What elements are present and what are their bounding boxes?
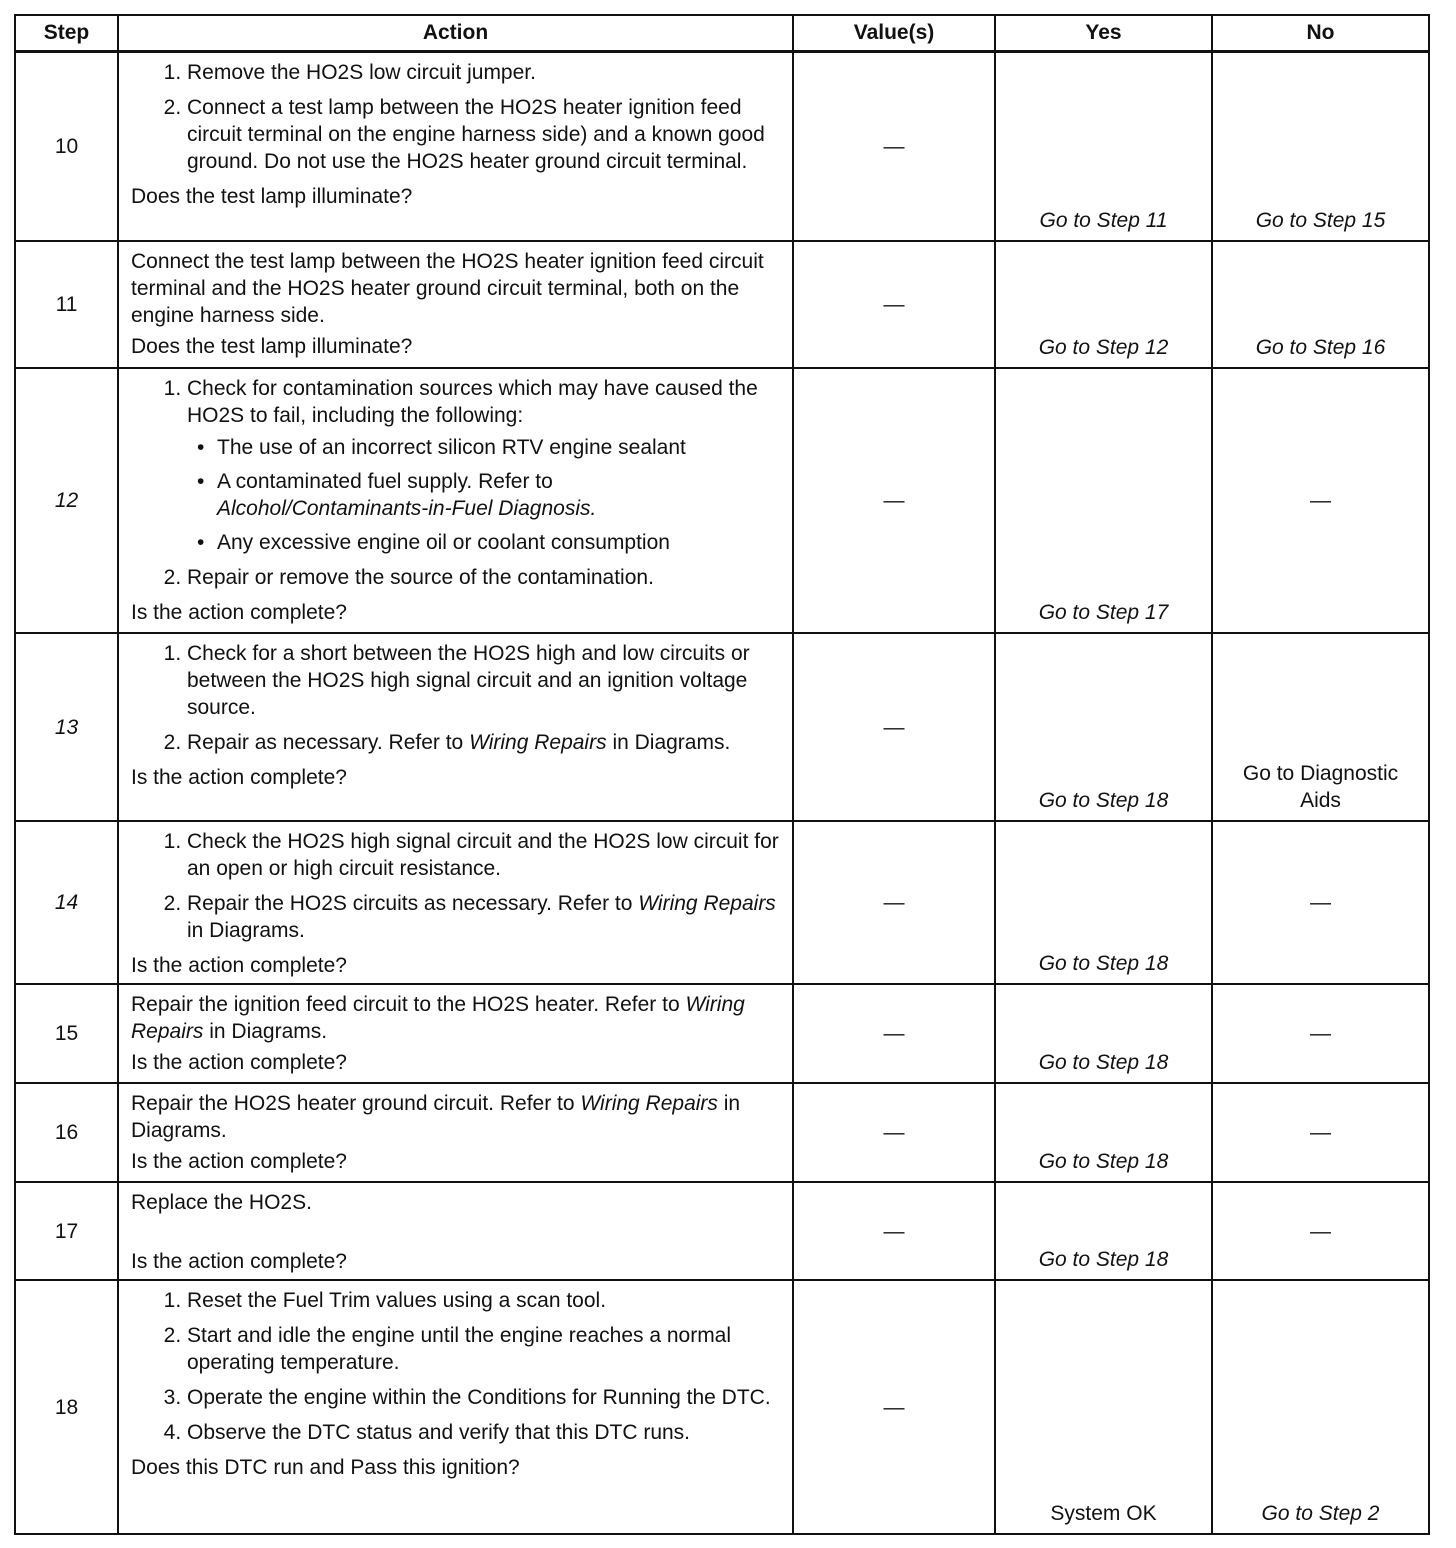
no-link[interactable]: Go to Step 16 — [1255, 336, 1386, 359]
reference-link[interactable]: Alcohol/Contaminants-in-Fuel Diagnosis. — [217, 497, 597, 520]
reference-link[interactable]: Wiring Repairs — [131, 993, 745, 1043]
value-cell: — — [793, 52, 995, 242]
action-text-part: Repair the ignition feed circuit to the HO2S heater. Refer to — [131, 993, 680, 1016]
yes-cell — [995, 1083, 1212, 1182]
action-text — [131, 991, 784, 1045]
yes-cell — [995, 1280, 1212, 1534]
step-number: 15 — [15, 984, 118, 1083]
step-number: 14 — [15, 821, 118, 984]
yes-link[interactable]: Go to Step 18 — [1038, 1150, 1169, 1173]
table-row — [15, 1280, 1429, 1534]
reference-link[interactable]: Wiring Repairs — [469, 731, 607, 754]
yes-link[interactable]: Go to Step 18 — [1038, 952, 1169, 975]
header-action: Action — [118, 15, 793, 52]
no-cell — [1212, 1280, 1429, 1534]
action-item: 1. Remove the HO2S low circuit jumper. — [187, 59, 784, 86]
table-row — [15, 368, 1429, 633]
no-link[interactable]: Go to Step 15 — [1255, 209, 1386, 232]
action-cell — [118, 1083, 793, 1182]
action-cell — [118, 1182, 793, 1280]
action-item — [187, 729, 784, 756]
action-item-text: Repair the HO2S circuits as necessary. Refer to — [187, 892, 633, 915]
action-question: Is the action complete? — [131, 1150, 347, 1173]
yes-cell — [995, 984, 1212, 1083]
value-cell: — — [793, 821, 995, 984]
value-cell: — — [793, 984, 995, 1083]
no-cell — [1212, 241, 1429, 368]
action-question: Is the action complete? — [131, 954, 347, 977]
diagnostic-table — [14, 14, 1430, 1535]
bullet-item: • The use of an incorrect silicon RTV engine sealant — [217, 434, 784, 461]
step-number: 12 — [15, 368, 118, 633]
action-cell — [118, 52, 793, 242]
reference-link[interactable]: Wiring Repairs — [580, 1092, 718, 1115]
action-cell — [118, 633, 793, 821]
step-number: 13 — [15, 633, 118, 821]
action-cell — [118, 368, 793, 633]
header-values: Value(s) — [793, 15, 995, 52]
action-item — [187, 890, 784, 944]
action-item: 1. Check for a short between the HO2S high and low circuits or between the HO2S high signal circuit and an ignition voltage source. — [187, 640, 784, 721]
step-number: 11 — [15, 241, 118, 368]
bullet-text: A contaminated fuel supply. Refer to — [217, 470, 553, 493]
bullet-item — [217, 468, 784, 522]
value-cell: — — [793, 1083, 995, 1182]
action-text-part: Repair the HO2S heater ground circuit. Refer to — [131, 1092, 575, 1115]
action-question: Is the action complete? — [131, 601, 347, 624]
value-cell: — — [793, 633, 995, 821]
value-cell: — — [793, 1280, 995, 1534]
action-item-text: Repair as necessary. Refer to — [187, 731, 464, 754]
action-question: Is the action complete? — [131, 1250, 347, 1273]
table-row — [15, 241, 1429, 368]
action-item-text: in Diagrams. — [612, 731, 731, 754]
action-item-text: in Diagrams. — [187, 919, 305, 942]
step-number: 16 — [15, 1083, 118, 1182]
header-no: No — [1212, 15, 1429, 52]
table-row — [15, 1083, 1429, 1182]
yes-link[interactable]: System OK — [1050, 1502, 1157, 1525]
step-number: 10 — [15, 52, 118, 242]
action-text: Connect the test lamp between the HO2S heater ignition feed circuit terminal and the HO2S heater ground circuit terminal, both on the engine harness side. — [131, 250, 764, 327]
action-text — [131, 1090, 784, 1144]
no-cell: — — [1212, 984, 1429, 1083]
action-item: 2. Connect a test lamp between the HO2S heater ignition feed circuit terminal on the engine harness side) and a known good ground. Do not use the HO2S heater ground circuit terminal. — [187, 94, 784, 175]
action-question: Does this DTC run and Pass this ignition? — [131, 1456, 520, 1479]
action-item: 1. Check the HO2S high signal circuit and the HO2S low circuit for an open or high circuit resistance. — [187, 828, 784, 882]
yes-cell — [995, 368, 1212, 633]
action-cell — [118, 1280, 793, 1534]
yes-link[interactable]: Go to Step 18 — [1038, 789, 1169, 812]
header-step: Step — [15, 15, 118, 52]
yes-cell — [995, 821, 1212, 984]
action-question: Is the action complete? — [131, 766, 347, 789]
action-cell — [118, 821, 793, 984]
yes-link[interactable]: Go to Step 18 — [1038, 1248, 1169, 1271]
no-cell: — — [1212, 1182, 1429, 1280]
action-text-part: in Diagrams. — [131, 1092, 741, 1142]
no-cell: — — [1212, 368, 1429, 633]
action-question: Does the test lamp illuminate? — [131, 185, 413, 208]
value-cell: — — [793, 1182, 995, 1280]
no-cell: — — [1212, 1083, 1429, 1182]
action-item: 2. Start and idle the engine until the engine reaches a normal operating temperature. — [187, 1322, 784, 1376]
action-cell — [118, 984, 793, 1083]
yes-cell — [995, 633, 1212, 821]
table-row — [15, 821, 1429, 984]
table-row — [15, 52, 1429, 242]
action-item: 2. Repair or remove the source of the contamination. — [187, 564, 784, 591]
action-item — [187, 375, 784, 556]
action-item: 1. Reset the Fuel Trim values using a scan tool. — [187, 1287, 784, 1314]
table-row — [15, 1182, 1429, 1280]
yes-cell — [995, 241, 1212, 368]
no-cell — [1212, 52, 1429, 242]
step-number: 18 — [15, 1280, 118, 1534]
reference-link[interactable]: Wiring Repairs — [638, 892, 776, 915]
action-item: 4. Observe the DTC status and verify that this DTC runs. — [187, 1419, 784, 1446]
action-item-text: Check for contamination sources which may have caused the HO2S to fail, including the following: — [187, 377, 758, 427]
yes-cell — [995, 52, 1212, 242]
bullet-item: • Any excessive engine oil or coolant consumption — [217, 529, 784, 556]
header-yes: Yes — [995, 15, 1212, 52]
yes-link[interactable]: Go to Step 12 — [1038, 336, 1169, 359]
step-number: 17 — [15, 1182, 118, 1280]
yes-link[interactable]: Go to Step 11 — [1039, 209, 1168, 232]
table-row — [15, 984, 1429, 1083]
value-cell: — — [793, 368, 995, 633]
action-question: Does the test lamp illuminate? — [131, 335, 413, 358]
yes-link[interactable]: Go to Step 18 — [1038, 1051, 1169, 1074]
yes-cell — [995, 1182, 1212, 1280]
yes-link[interactable]: Go to Step 17 — [1038, 601, 1169, 624]
action-text-part: in Diagrams. — [209, 1020, 328, 1043]
action-question: Is the action complete? — [131, 1051, 347, 1074]
no-link[interactable]: Go to Step 2 — [1261, 1502, 1380, 1525]
header-row — [15, 15, 1429, 52]
no-link[interactable]: Go to Diagnostic Aids — [1242, 762, 1399, 812]
no-cell: — — [1212, 821, 1429, 984]
action-text: Replace the HO2S. — [131, 1191, 312, 1214]
action-item: 3. Operate the engine within the Conditions for Running the DTC. — [187, 1384, 784, 1411]
no-cell — [1212, 633, 1429, 821]
action-cell — [118, 241, 793, 368]
value-cell: — — [793, 241, 995, 368]
table-row — [15, 633, 1429, 821]
